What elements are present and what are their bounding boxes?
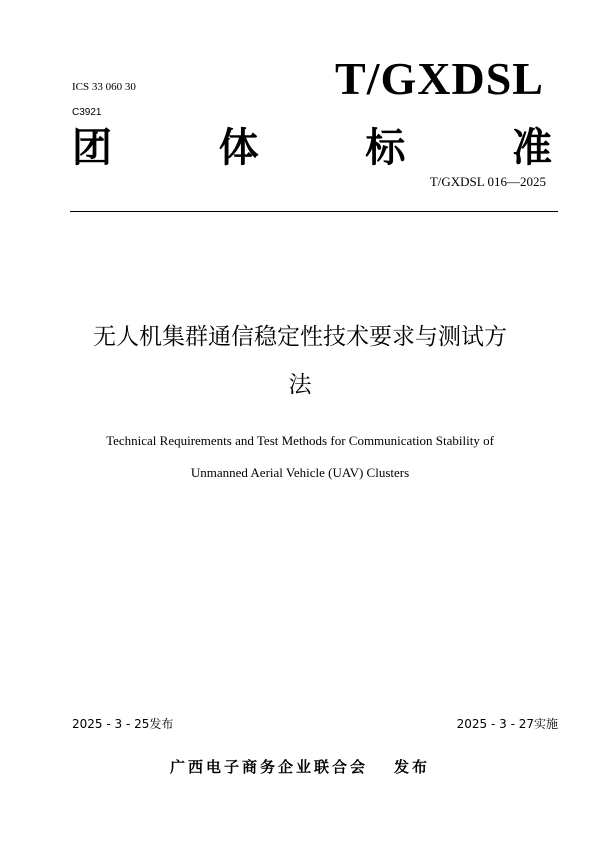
publisher-line: [0, 757, 600, 777]
english-title-line-2: Unmanned Aerial Vehicle (UAV) Clusters: [190, 465, 410, 480]
chinese-title-line-1: 无人机集群通信稳定性技术要求与测试方: [93, 324, 507, 350]
english-title: [60, 425, 540, 489]
organization-code: T/GXDSL: [335, 53, 544, 104]
chinese-title-line-2: 法: [288, 372, 312, 398]
issue-date: 2025 - 3 - 25发布: [72, 717, 174, 731]
standard-type-heading: [72, 120, 552, 176]
implementation-date: 2025 - 3 - 27实施: [456, 717, 558, 731]
ccs-code: C3921: [72, 107, 102, 118]
standard-number: T/GXDSL 016—2025: [429, 174, 546, 189]
standard-type-char: 体: [218, 125, 259, 171]
chinese-title: [60, 313, 540, 409]
standard-type-char: 标: [365, 125, 406, 171]
header-divider: [70, 211, 558, 212]
standard-type-char: 团: [72, 125, 112, 171]
publisher-action: 发布: [394, 758, 431, 776]
ics-code: ICS 33 060 30: [72, 81, 136, 93]
publisher-name: 广西电子商务企业联合会: [169, 758, 368, 776]
standard-type-char: 准: [511, 125, 552, 171]
english-title-line-1: Technical Requirements and Test Methods for Communication Stability of: [106, 433, 494, 448]
